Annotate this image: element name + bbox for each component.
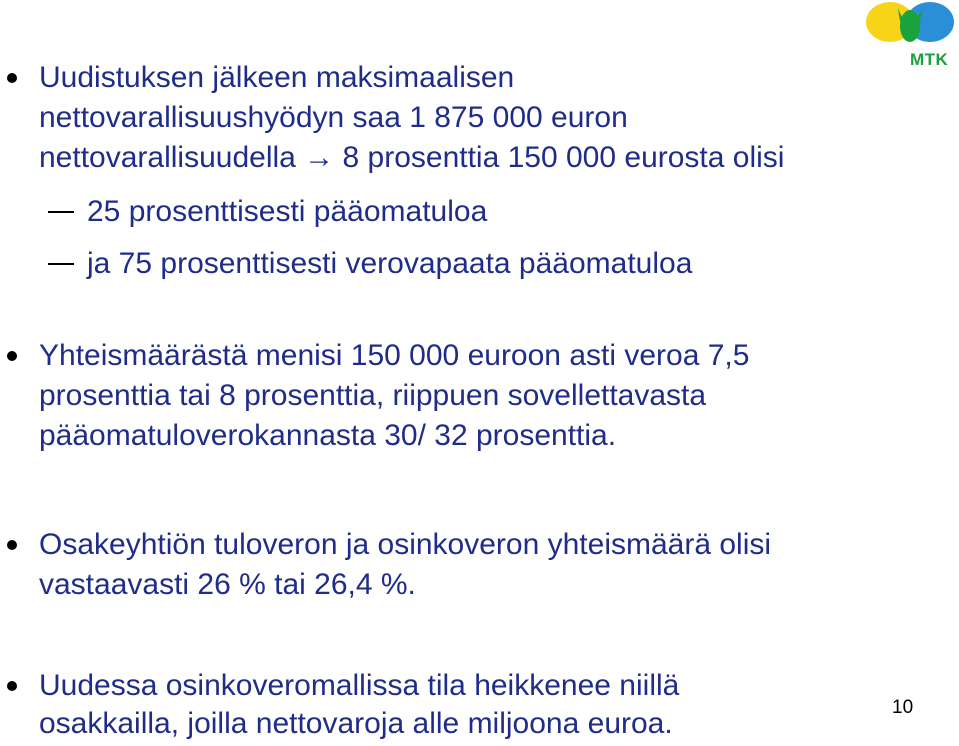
sub-item-2-text: ja 75 prosenttisesti verovapaata pääomatuloa	[87, 247, 693, 280]
bullet-dot	[7, 351, 17, 361]
bullet-dot	[7, 681, 17, 691]
bullet-3-line-2: vastaavasti 26 % tai 26,4 %.	[39, 568, 416, 601]
dash-marker	[48, 211, 74, 213]
bullet-2-line-2: prosenttia tai 8 prosenttia, riippuen sovellettavasta	[39, 379, 707, 412]
bullet-dot	[7, 73, 17, 83]
bullet-2-line-1: Yhteismäärästä menisi 150 000 euroon asti veroa 7,5	[39, 339, 750, 372]
sub-item-1-text: 25 prosenttisesti pääomatuloa	[87, 195, 488, 228]
dash-marker	[48, 263, 74, 265]
bullet-1-line-1: Uudistuksen jälkeen maksimaalisen	[39, 61, 515, 94]
mtk-logo-icon	[860, 0, 959, 56]
bullet-4-line-2: osakkailla, joilla nettovaroja alle miljoona euroa.	[39, 707, 673, 740]
bullet-dot	[7, 540, 17, 550]
bullet-3-line-1: Osakeyhtiön tuloveron ja osinkoveron yhteismäärä olisi	[39, 528, 772, 561]
bullet-1-line-2: nettovarallisuushyödyn saa 1 875 000 euron	[39, 101, 628, 134]
bullet-2-line-3: pääomatuloverokannasta 30/ 32 prosenttia.	[39, 419, 617, 452]
page-number: 10	[892, 697, 914, 718]
mtk-logo-text: MTK	[910, 50, 949, 69]
mtk-logo	[860, 0, 959, 72]
bullet-4-line-1: Uudessa osinkoveromallissa tila heikkenee niillä	[39, 669, 680, 702]
bullet-1-line-3: nettovarallisuudella → 8 prosenttia 150 000 eurosta olisi	[39, 141, 785, 174]
